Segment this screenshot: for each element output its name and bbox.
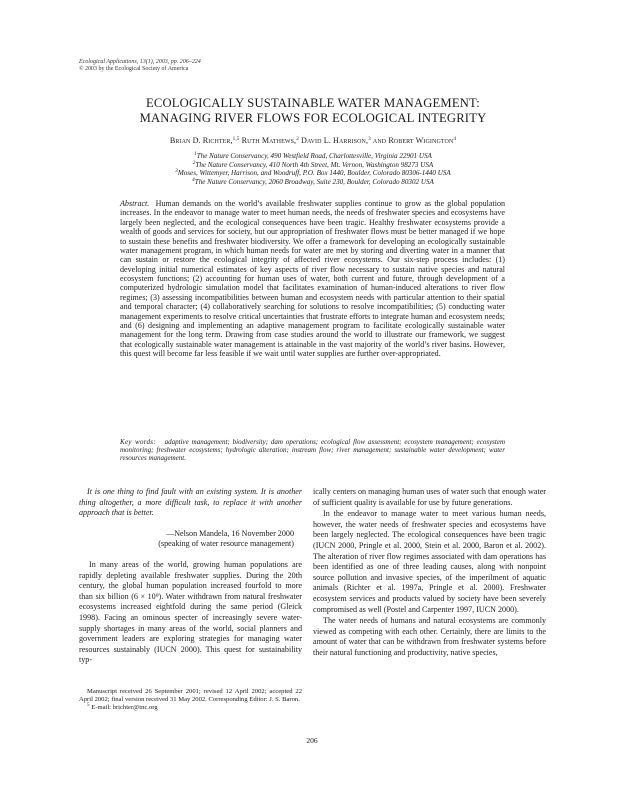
title-line-2: MANAGING RIVER FLOWS FOR ECOLOGICAL INTEGRITY: [139, 111, 487, 125]
email-note: [79, 704, 302, 712]
journal-line-1: Ecological Applications, 13(1), 2003, pp. 206–224: [79, 59, 201, 65]
author-affil-mark: 2: [296, 136, 299, 142]
page-number: 206: [306, 736, 318, 745]
affiliations: [80, 152, 546, 186]
author-list: [80, 136, 546, 145]
author-affil-mark: 3: [368, 136, 371, 142]
affil-mark: 1: [194, 151, 197, 157]
manuscript-note: Manuscript received 26 September 2001; revised 12 April 2002; accepted 22 April 2002; final version received 31 May 2002. Corresponding Editor: J. S. Baron.: [79, 688, 302, 703]
body-paragraph-continued: ically centers on managing human uses of water such that enough water of sufficient quality is available for use by future generations.: [313, 487, 546, 507]
journal-citation: [79, 59, 201, 73]
author-name: Ruth Mathews,: [239, 136, 297, 145]
body-paragraph: In the endeavor to manage water to meet various human needs, however, the water needs of freshwater species and ecosystems have been largely neglected. The ecological consequences have been tragic (IUCN 2000, Pringle et al. 2000, Stein et al. 2000, Baron et al. 2002). The alteration of river flow regimes associated with dam operations has been identified as one of three leading causes, along with nonpoint source pollution and invasive species, of the imperilment of aquatic animals (Richter et al. 1997a, Pringle et al. 2000). Freshwater ecosystem services and products valued by society have been severely compromised as well (Postel and Carpenter 1997, IUCN 2000).: [313, 509, 546, 614]
footnotes: [79, 688, 302, 712]
affil-text: The Nature Conservancy, 490 Westfield Road, Charlottesville, Virginia 22901 USA: [196, 152, 432, 160]
body-paragraph: The water needs of humans and natural ecosystems are commonly viewed as competing with each other. Certainly, there are limits to the amount of water that can be withdrawn from freshwater systems before their natural functioning and productivity, native species,: [313, 616, 546, 657]
affil-text: The Nature Conservancy, 2060 Broadway, Suite 230, Boulder, Colorado 80302 USA: [194, 177, 434, 186]
affil-mark: 4: [192, 176, 195, 183]
title-line-1: ECOLOGICALLY SUSTAINABLE WATER MANAGEMENT:: [146, 96, 480, 110]
body-paragraph: In many areas of the world, growing human populations are rapidly depleting available freshwater supplies. During the 20th century, the global human population increased fourfold to more than six billion (6 × 10⁹). Water withdrawn from natural freshwater ecosystems increased eightfold during the same period (Gleick 1998). Facing an ominous specter of increasingly severe water-supply shortages in many areas of the world, social planners and government leaders are exploring strategies for managing water resources sustainably (IUCN 2000). This quest for sustainability typ-: [79, 559, 302, 665]
affil-text: Moses, Wittemyer, Harrison, and Woodruff, P.O. Box 1440, Boulder, Colorado 80306-1440 USA: [177, 169, 451, 178]
epigraph-attribution: [79, 529, 302, 550]
author-affil-mark: 4: [453, 136, 457, 142]
email-text: E-mail: brichter@tnc.org: [89, 704, 158, 711]
journal-line-2: © 2003 by the Ecological Society of America: [79, 66, 189, 72]
paper-title: [80, 96, 546, 126]
abstract: [120, 199, 505, 358]
affil-text: The Nature Conservancy, 410 North 4th Street, Mt. Vernon, Washington 98273 USA: [195, 160, 434, 169]
keywords: [120, 438, 505, 462]
abstract-label: Abstract.: [120, 199, 150, 208]
email-footnote-mark: 5: [87, 702, 90, 708]
epigraph-author: —Nelson Mandela, 16 November 2000: [166, 528, 294, 538]
author-name: David L. Harrison,: [298, 136, 369, 145]
affiliation-line: [80, 169, 546, 178]
keywords-label: Key words:: [120, 438, 156, 446]
keywords-text: adaptive management; biodiversity; dam operations; ecological flow assessment; ecosystem management; ecosystem monitoring; freshwater ecosystems; hydrologic alteration; instream flow; river management; sustainable water development; water resources management.: [120, 438, 506, 463]
affiliation-line: [80, 178, 546, 187]
author-name: Brian D. Richter,: [169, 136, 233, 145]
affil-mark: 3: [175, 168, 178, 175]
left-column: [79, 487, 302, 666]
abstract-text: Human demands on the world’s available freshwater supplies continue to grow as the global population increases. In the endeavor to manage water to meet human needs, the needs of freshwater species and ecosystems have largely been neglected, and the ecological consequences have been tragic. Healthy freshwater ecosystems provide a wealth of goods and services for society, but our appropriation of freshwater flows must be better managed if we hope to sustain these benefits and freshwater biodiversity. We offer a framework for developing an ecologically sustainable water management program, in which human needs for water are met by storing and diverting water in a manner that can sustain or restore the ecological integrity of affected river ecosystems. Our six-step process includes: (1) developing initial numerical estimates of key aspects of river flow necessary to sustain native species and natural ecosystem functions; (2) accounting for human uses of water, both current and future, through development of a computerized hydrologic simulation model that facilitates examination of human-induced alterations to river flow regimes; (3) assessing incompatibilities between human and ecosystem needs with particular attention to their spatial and temporal character; (4) collaboratively searching for solutions to resolve incompatibilities; (5) conducting water management experiments to resolve critical uncertainties that frustrate efforts to integrate human and ecosystem needs; and (6) designing and implementing an adaptive management program to facilitate ecologically sustainable water management for the long term. Drawing from case studies around the world to illustrate our framework, we suggest that ecologically sustainable water management is attainable in the vast majority of the world’s river basins. However, this quest will become far less feasible if we wait until water supplies are further over-appropriated.: [120, 199, 505, 358]
author-affil-mark: 1,5: [232, 136, 240, 142]
right-column: [313, 487, 546, 659]
affiliation-line: [80, 161, 546, 170]
author-name: and Robert Wigington: [370, 136, 454, 145]
epigraph-context: (speaking of water resource management): [158, 539, 294, 549]
epigraph-quote: It is one thing to find fault with an existing system. It is another thing altogether, a more difficult task, to replace it with another approach that is better.: [79, 487, 302, 518]
affil-mark: 2: [192, 159, 196, 166]
affiliation-line: [80, 152, 546, 161]
